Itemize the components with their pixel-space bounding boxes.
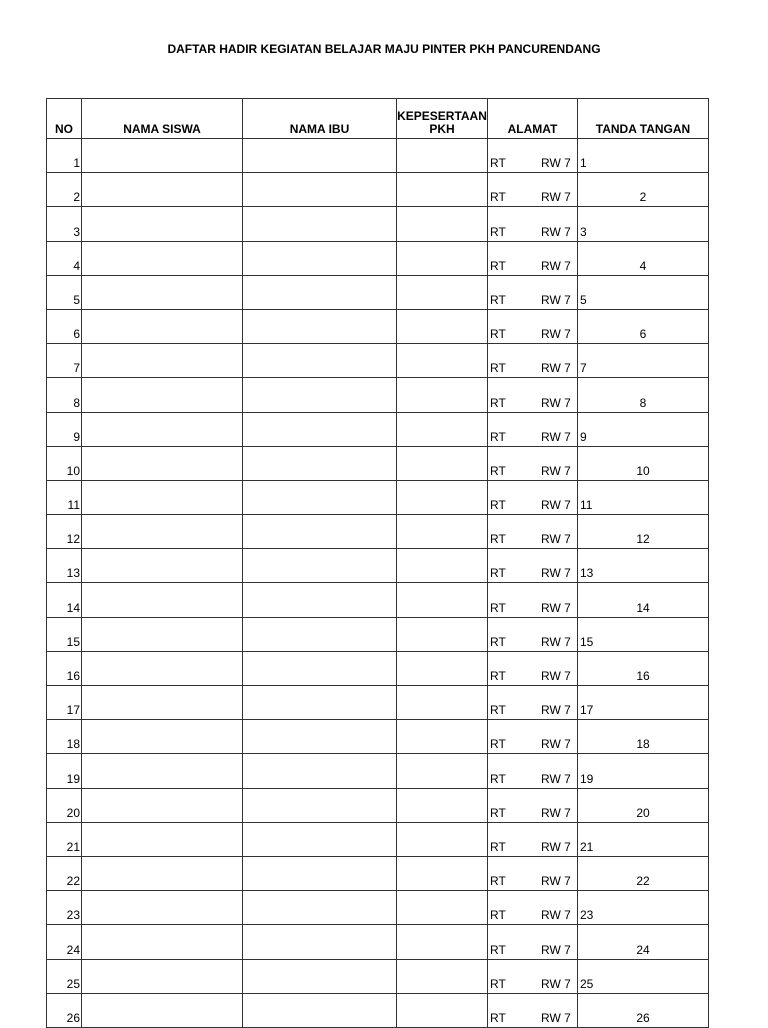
table-row xyxy=(47,822,709,856)
cell-alamat xyxy=(488,959,578,993)
rt-label: RT xyxy=(490,532,506,547)
cell-alamat xyxy=(488,549,578,583)
cell-nama-ibu xyxy=(243,583,397,617)
cell-alamat xyxy=(488,207,578,241)
cell-nama-ibu xyxy=(243,720,397,754)
cell-nama-siswa xyxy=(82,241,243,275)
cell-kepesertaan xyxy=(397,309,488,343)
rt-label: RT xyxy=(490,463,506,478)
cell-alamat xyxy=(488,241,578,275)
cell-kepesertaan xyxy=(397,925,488,959)
header-kepesertaan-pkh: KEPESERTAAN PKH xyxy=(397,99,488,139)
table-row xyxy=(47,207,709,241)
cell-alamat xyxy=(488,515,578,549)
cell-kepesertaan xyxy=(397,480,488,514)
cell-no: 12 xyxy=(47,515,82,549)
cell-kepesertaan xyxy=(397,549,488,583)
cell-no: 11 xyxy=(47,480,82,514)
cell-nama-ibu xyxy=(243,173,397,207)
cell-tanda-tangan: 13 xyxy=(578,549,709,583)
cell-no: 17 xyxy=(47,686,82,720)
cell-nama-siswa xyxy=(82,891,243,925)
table-row xyxy=(47,480,709,514)
cell-nama-ibu xyxy=(243,822,397,856)
cell-no: 14 xyxy=(47,583,82,617)
cell-no: 21 xyxy=(47,822,82,856)
rw-label: RW 7 xyxy=(541,634,571,649)
rw-label: RW 7 xyxy=(541,771,571,786)
cell-no: 9 xyxy=(47,412,82,446)
cell-tanda-tangan: 5 xyxy=(578,275,709,309)
cell-tanda-tangan: 25 xyxy=(578,959,709,993)
table-row xyxy=(47,925,709,959)
cell-nama-siswa xyxy=(82,446,243,480)
cell-kepesertaan xyxy=(397,275,488,309)
cell-kepesertaan xyxy=(397,720,488,754)
rt-label: RT xyxy=(490,292,506,307)
table-row xyxy=(47,651,709,685)
rw-label: RW 7 xyxy=(541,395,571,410)
cell-alamat xyxy=(488,686,578,720)
cell-alamat xyxy=(488,925,578,959)
cell-kepesertaan xyxy=(397,651,488,685)
cell-tanda-tangan: 8 xyxy=(578,378,709,412)
table-row xyxy=(47,686,709,720)
table-row xyxy=(47,515,709,549)
cell-nama-siswa xyxy=(82,480,243,514)
cell-no: 1 xyxy=(47,139,82,173)
cell-alamat xyxy=(488,173,578,207)
cell-nama-siswa xyxy=(82,720,243,754)
cell-kepesertaan xyxy=(397,856,488,890)
cell-kepesertaan xyxy=(397,344,488,378)
rt-label: RT xyxy=(490,395,506,410)
cell-nama-siswa xyxy=(82,686,243,720)
cell-nama-siswa xyxy=(82,275,243,309)
rw-label: RW 7 xyxy=(541,292,571,307)
cell-nama-ibu xyxy=(243,549,397,583)
cell-tanda-tangan: 7 xyxy=(578,344,709,378)
cell-nama-ibu xyxy=(243,754,397,788)
table-row xyxy=(47,583,709,617)
cell-tanda-tangan: 2 xyxy=(578,173,709,207)
rt-label: RT xyxy=(490,1010,506,1025)
rw-label: RW 7 xyxy=(541,258,571,273)
table-row xyxy=(47,754,709,788)
cell-nama-ibu xyxy=(243,617,397,651)
cell-nama-ibu xyxy=(243,686,397,720)
cell-alamat xyxy=(488,720,578,754)
table-row xyxy=(47,309,709,343)
document-title: DAFTAR HADIR KEGIATAN BELAJAR MAJU PINTER PKH PANCURENDANG xyxy=(167,42,601,56)
rw-label: RW 7 xyxy=(541,429,571,444)
cell-kepesertaan xyxy=(397,822,488,856)
table-row xyxy=(47,891,709,925)
rt-label: RT xyxy=(490,908,506,923)
rw-label: RW 7 xyxy=(541,942,571,957)
cell-tanda-tangan: 17 xyxy=(578,686,709,720)
cell-nama-siswa xyxy=(82,617,243,651)
cell-no: 16 xyxy=(47,651,82,685)
cell-alamat xyxy=(488,275,578,309)
cell-kepesertaan xyxy=(397,686,488,720)
rw-label: RW 7 xyxy=(541,190,571,205)
cell-nama-siswa xyxy=(82,412,243,446)
cell-nama-ibu xyxy=(243,241,397,275)
cell-nama-siswa xyxy=(82,309,243,343)
rt-label: RT xyxy=(490,224,506,239)
cell-no: 8 xyxy=(47,378,82,412)
attendance-table xyxy=(46,98,709,1028)
rw-label: RW 7 xyxy=(541,839,571,854)
cell-tanda-tangan: 18 xyxy=(578,720,709,754)
table-row xyxy=(47,241,709,275)
cell-tanda-tangan: 1 xyxy=(578,139,709,173)
cell-tanda-tangan: 19 xyxy=(578,754,709,788)
rw-label: RW 7 xyxy=(541,532,571,547)
cell-no: 20 xyxy=(47,788,82,822)
cell-kepesertaan xyxy=(397,788,488,822)
header-nama-siswa: NAMA SISWA xyxy=(82,99,243,139)
table-row xyxy=(47,446,709,480)
rw-label: RW 7 xyxy=(541,327,571,342)
cell-kepesertaan xyxy=(397,959,488,993)
cell-alamat xyxy=(488,344,578,378)
cell-nama-siswa xyxy=(82,549,243,583)
cell-nama-ibu xyxy=(243,139,397,173)
cell-tanda-tangan: 16 xyxy=(578,651,709,685)
cell-no: 6 xyxy=(47,309,82,343)
cell-nama-siswa xyxy=(82,515,243,549)
cell-alamat xyxy=(488,856,578,890)
cell-alamat xyxy=(488,617,578,651)
cell-nama-ibu xyxy=(243,856,397,890)
cell-nama-ibu xyxy=(243,275,397,309)
rw-label: RW 7 xyxy=(541,874,571,889)
cell-alamat xyxy=(488,480,578,514)
cell-nama-ibu xyxy=(243,891,397,925)
rw-label: RW 7 xyxy=(541,805,571,820)
cell-kepesertaan xyxy=(397,173,488,207)
cell-tanda-tangan: 3 xyxy=(578,207,709,241)
cell-nama-siswa xyxy=(82,207,243,241)
cell-kepesertaan xyxy=(397,241,488,275)
rt-label: RT xyxy=(490,600,506,615)
table-row xyxy=(47,856,709,890)
table-row xyxy=(47,549,709,583)
rw-label: RW 7 xyxy=(541,566,571,581)
cell-alamat xyxy=(488,309,578,343)
rt-label: RT xyxy=(490,669,506,683)
rw-label: RW 7 xyxy=(541,908,571,923)
rw-label: RW 7 xyxy=(541,737,571,752)
cell-alamat xyxy=(488,788,578,822)
cell-nama-ibu xyxy=(243,412,397,446)
rw-label: RW 7 xyxy=(541,669,571,683)
header-nama-ibu: NAMA IBU xyxy=(243,99,397,139)
cell-nama-siswa xyxy=(82,754,243,788)
header-alamat: ALAMAT xyxy=(488,99,578,139)
cell-alamat xyxy=(488,891,578,925)
cell-tanda-tangan: 20 xyxy=(578,788,709,822)
rt-label: RT xyxy=(490,498,506,513)
cell-nama-siswa xyxy=(82,378,243,412)
rw-label: RW 7 xyxy=(541,361,571,376)
cell-alamat xyxy=(488,583,578,617)
cell-tanda-tangan: 14 xyxy=(578,583,709,617)
cell-no: 10 xyxy=(47,446,82,480)
table-row xyxy=(47,959,709,993)
cell-no: 2 xyxy=(47,173,82,207)
rt-label: RT xyxy=(490,258,506,273)
cell-no: 18 xyxy=(47,720,82,754)
cell-alamat xyxy=(488,754,578,788)
cell-nama-siswa xyxy=(82,344,243,378)
cell-alamat xyxy=(488,993,578,1027)
rt-label: RT xyxy=(490,190,506,205)
cell-no: 22 xyxy=(47,856,82,890)
cell-tanda-tangan: 23 xyxy=(578,891,709,925)
rw-label: RW 7 xyxy=(541,976,571,991)
cell-alamat xyxy=(488,446,578,480)
cell-tanda-tangan: 12 xyxy=(578,515,709,549)
table-row xyxy=(47,720,709,754)
cell-tanda-tangan: 11 xyxy=(578,480,709,514)
cell-nama-siswa xyxy=(82,856,243,890)
cell-nama-siswa xyxy=(82,788,243,822)
table-row xyxy=(47,378,709,412)
header-no: NO xyxy=(47,99,82,139)
cell-no: 7 xyxy=(47,344,82,378)
rt-label: RT xyxy=(490,976,506,991)
cell-tanda-tangan: 10 xyxy=(578,446,709,480)
cell-no: 13 xyxy=(47,549,82,583)
cell-nama-ibu xyxy=(243,925,397,959)
rt-label: RT xyxy=(490,327,506,342)
cell-nama-ibu xyxy=(243,788,397,822)
table-row xyxy=(47,275,709,309)
cell-tanda-tangan: 15 xyxy=(578,617,709,651)
cell-no: 23 xyxy=(47,891,82,925)
cell-no: 4 xyxy=(47,241,82,275)
rt-label: RT xyxy=(490,874,506,889)
rw-label: RW 7 xyxy=(541,703,571,718)
cell-no: 26 xyxy=(47,993,82,1027)
rt-label: RT xyxy=(490,942,506,957)
cell-tanda-tangan: 21 xyxy=(578,822,709,856)
table-row xyxy=(47,993,709,1027)
cell-kepesertaan xyxy=(397,993,488,1027)
cell-nama-siswa xyxy=(82,822,243,856)
cell-kepesertaan xyxy=(397,515,488,549)
table-row xyxy=(47,139,709,173)
rt-label: RT xyxy=(490,771,506,786)
cell-no: 5 xyxy=(47,275,82,309)
cell-no: 3 xyxy=(47,207,82,241)
cell-nama-ibu xyxy=(243,993,397,1027)
rw-label: RW 7 xyxy=(541,224,571,239)
cell-tanda-tangan: 26 xyxy=(578,993,709,1027)
cell-nama-siswa xyxy=(82,925,243,959)
cell-nama-ibu xyxy=(243,651,397,685)
cell-alamat xyxy=(488,139,578,173)
table-header-row xyxy=(47,99,709,139)
cell-no: 24 xyxy=(47,925,82,959)
rt-label: RT xyxy=(490,805,506,820)
table-row xyxy=(47,788,709,822)
rt-label: RT xyxy=(490,737,506,752)
cell-nama-ibu xyxy=(243,959,397,993)
cell-nama-ibu xyxy=(243,515,397,549)
rt-label: RT xyxy=(490,361,506,376)
rt-label: RT xyxy=(490,839,506,854)
cell-nama-siswa xyxy=(82,959,243,993)
cell-tanda-tangan: 24 xyxy=(578,925,709,959)
cell-alamat xyxy=(488,651,578,685)
cell-kepesertaan xyxy=(397,412,488,446)
cell-kepesertaan xyxy=(397,139,488,173)
cell-alamat xyxy=(488,378,578,412)
rw-label: RW 7 xyxy=(541,1010,571,1025)
cell-nama-ibu xyxy=(243,446,397,480)
rw-label: RW 7 xyxy=(541,600,571,615)
cell-kepesertaan xyxy=(397,617,488,651)
cell-alamat xyxy=(488,412,578,446)
table-row xyxy=(47,412,709,446)
cell-tanda-tangan: 22 xyxy=(578,856,709,890)
cell-kepesertaan xyxy=(397,891,488,925)
rt-label: RT xyxy=(490,634,506,649)
cell-nama-siswa xyxy=(82,993,243,1027)
rt-label: RT xyxy=(490,156,506,171)
cell-kepesertaan xyxy=(397,207,488,241)
table-row xyxy=(47,617,709,651)
cell-tanda-tangan: 4 xyxy=(578,241,709,275)
cell-tanda-tangan: 6 xyxy=(578,309,709,343)
cell-alamat xyxy=(488,822,578,856)
cell-kepesertaan xyxy=(397,378,488,412)
rt-label: RT xyxy=(490,429,506,444)
table-row xyxy=(47,344,709,378)
cell-tanda-tangan: 9 xyxy=(578,412,709,446)
cell-kepesertaan xyxy=(397,446,488,480)
rt-label: RT xyxy=(490,566,506,581)
cell-nama-ibu xyxy=(243,309,397,343)
rw-label: RW 7 xyxy=(541,156,571,171)
cell-nama-siswa xyxy=(82,583,243,617)
cell-kepesertaan xyxy=(397,583,488,617)
rt-label: RT xyxy=(490,703,506,718)
cell-nama-ibu xyxy=(243,480,397,514)
cell-nama-siswa xyxy=(82,651,243,685)
rw-label: RW 7 xyxy=(541,463,571,478)
cell-no: 19 xyxy=(47,754,82,788)
cell-nama-ibu xyxy=(243,378,397,412)
cell-nama-ibu xyxy=(243,207,397,241)
cell-nama-siswa xyxy=(82,139,243,173)
cell-nama-ibu xyxy=(243,344,397,378)
table-row xyxy=(47,173,709,207)
cell-kepesertaan xyxy=(397,754,488,788)
rw-label: RW 7 xyxy=(541,498,571,513)
header-tanda-tangan: TANDA TANGAN xyxy=(578,99,709,139)
cell-no: 15 xyxy=(47,617,82,651)
cell-no: 25 xyxy=(47,959,82,993)
cell-nama-siswa xyxy=(82,173,243,207)
